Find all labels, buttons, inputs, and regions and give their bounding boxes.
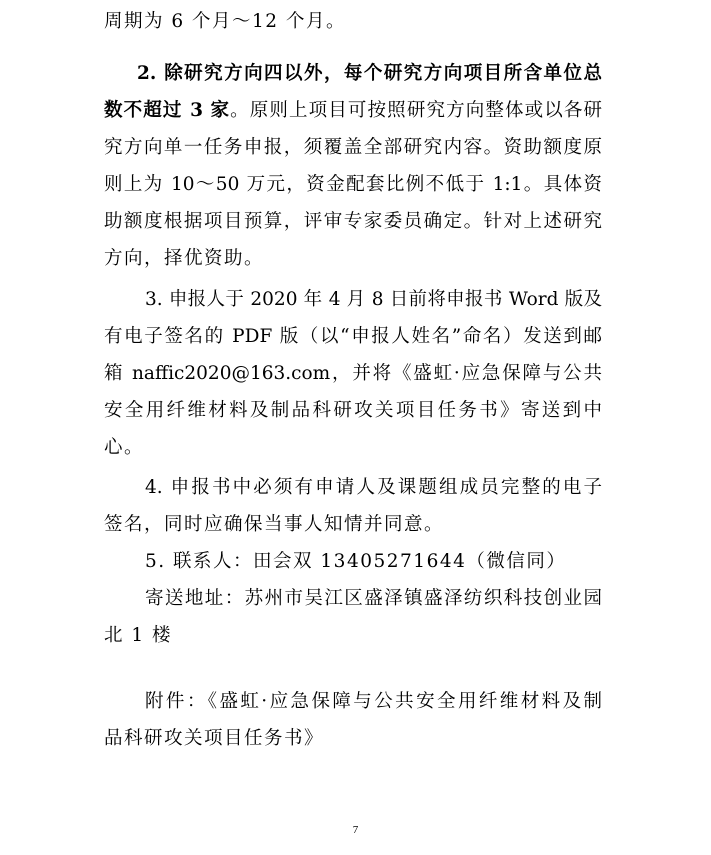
text-line: 5. 联系人：田会双 13405271644（微信同）: [145, 551, 567, 572]
text-line: 寄送地址：苏州市吴江区盛泽镇盛泽纺织科技创业园: [145, 588, 602, 609]
text-line: 安全用纤维材料及制品科研攻关项目任务书》寄送到中: [104, 400, 602, 421]
text-line: 4. 申报书中必须有申请人及课题组成员完整的电子: [145, 477, 602, 498]
text-line: 方向，择优资助。: [104, 248, 265, 269]
text-line: 助额度根据项目预算，评审专家委员确定。针对上述研究: [104, 211, 602, 232]
text: 。原则上项目可按照研究方向整体或以各研: [230, 100, 602, 121]
text-line: [104, 99, 602, 123]
text-line: 箱 naffic2020@163.com，并将《盛虹·应急保障与公共: [104, 363, 602, 384]
text-line: 究方向单一任务申报，须覆盖全部研究内容。资助额度原: [104, 137, 602, 158]
text-line: 周期为 6 个月～12 个月。: [104, 11, 346, 32]
text-line: 2. 除研究方向四以外，每个研究方向项目所含单位总: [137, 63, 602, 84]
text-line: 3. 申报人于 2020 年 4 月 8 日前将申报书 Word 版及: [145, 289, 602, 310]
text-line: 则上为 10～50 万元，资金配套比例不低于 1:1。具体资: [104, 174, 602, 195]
bold-text: 数不超过 3 家: [104, 100, 231, 121]
text-line: 心。: [104, 437, 145, 458]
text-line: 有电子签名的 PDF 版（以“申报人姓名”命名）发送到邮: [104, 326, 602, 347]
page-number: 7: [352, 824, 359, 836]
text-line: 签名，同时应确保当事人知情并同意。: [104, 514, 445, 535]
text-line: 附件：《盛虹·应急保障与公共安全用纤维材料及制: [145, 691, 602, 712]
text-line: 北 1 楼: [104, 625, 173, 646]
text-line: 品科研攻关项目任务书》: [104, 728, 325, 749]
